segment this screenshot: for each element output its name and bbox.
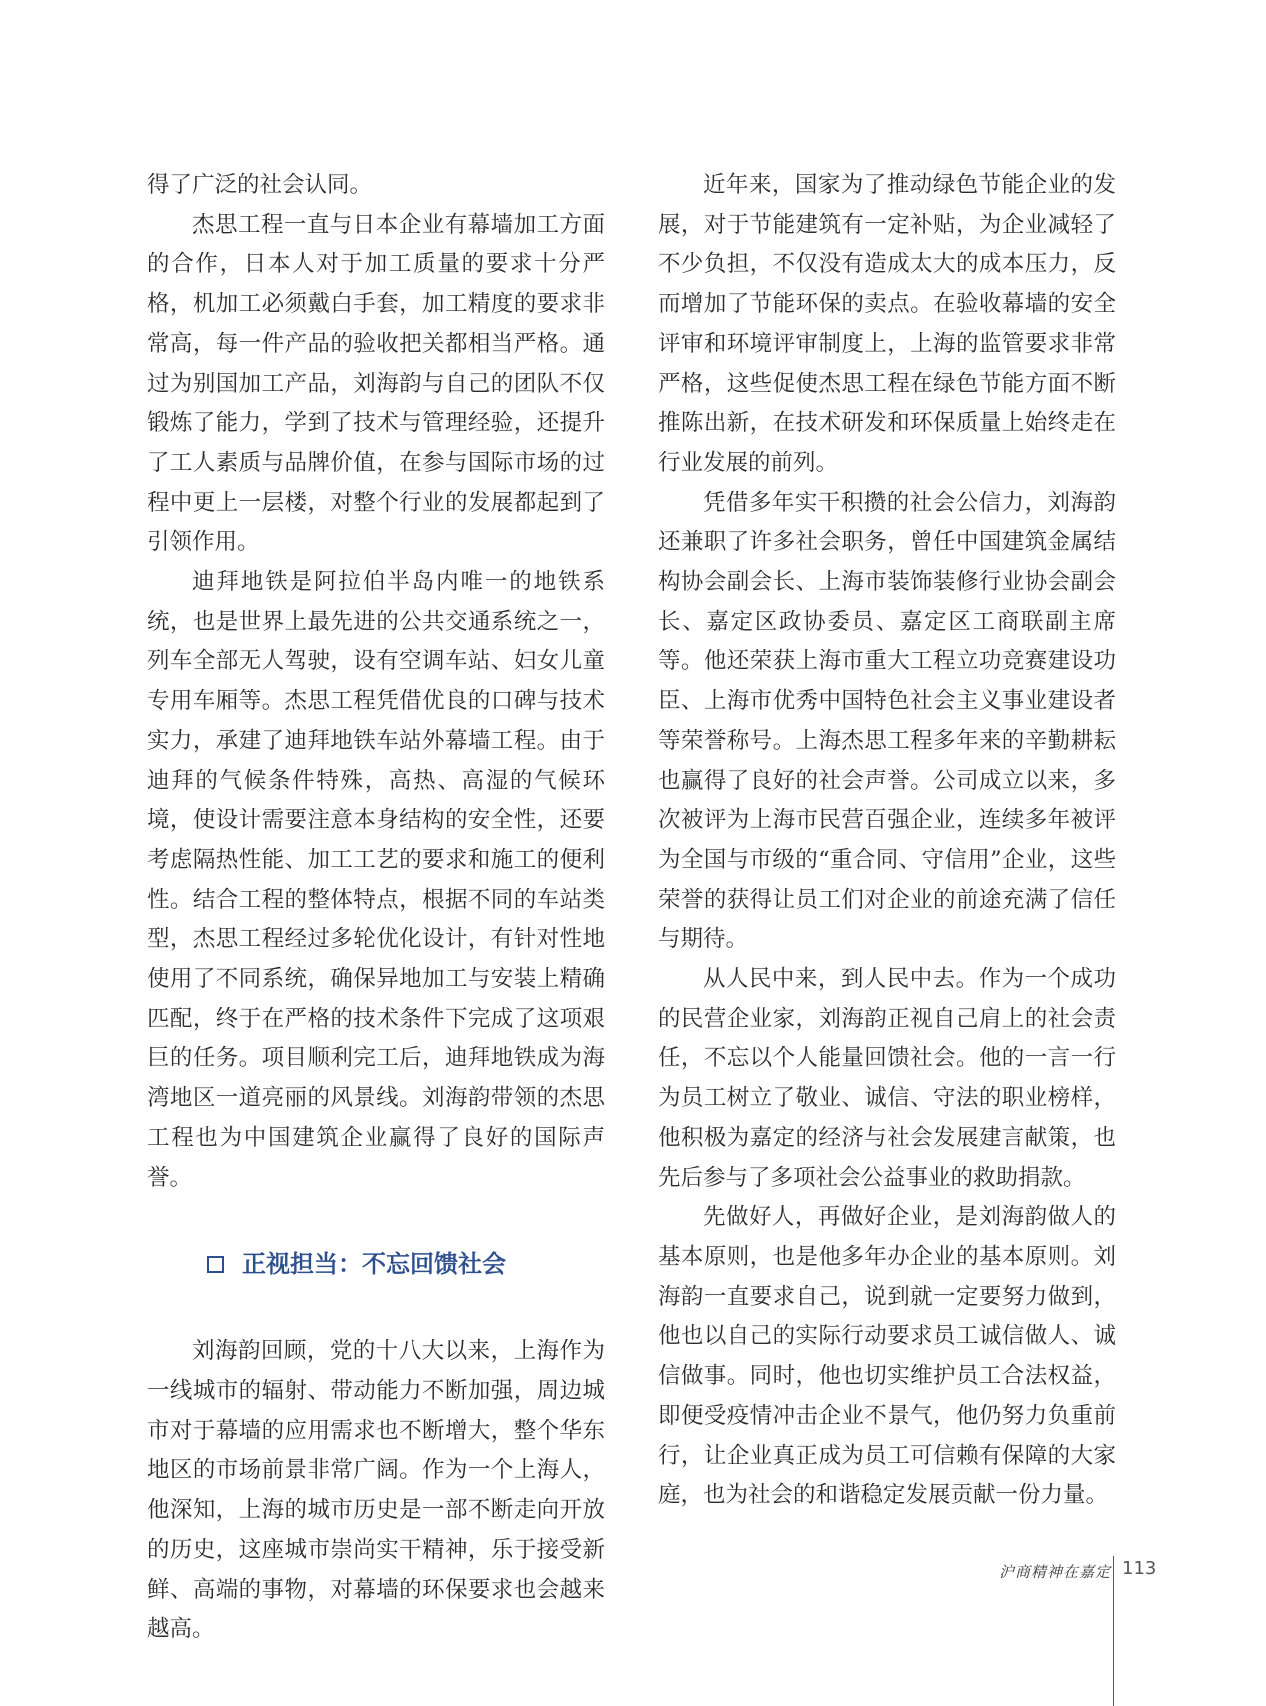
- section-heading: [207, 1244, 605, 1284]
- page-number: 113: [1122, 1558, 1157, 1579]
- paragraph: 从人民中来，到人民中去。作为一个成功的民营企业家，刘海韵正视自己肩上的社会责任，不忘以个人能量回馈社会。他的一言一行为员工树立了敬业、诚信、守法的职业榜样，他积极为嘉定的经济与社会发展建言献策，也先后参与了多项社会公益事业的救助捐款。: [658, 966, 1116, 1191]
- right-column: [658, 166, 1116, 1516]
- publication-title: 沪商精神在嘉定: [999, 1563, 1112, 1581]
- paragraph: 凭借多年实干积攒的社会公信力，刘海韵还兼职了许多社会职务，曾任中国建筑金属结构协会副会长、上海市装饰装修行业协会副会长、嘉定区政协委员、嘉定区工商联副主席等。他还荣获上海市重大工程立功竞赛建设功臣、上海市优秀中国特色社会主义事业建设者等荣誉称号。上海杰思工程多年来的辛勤耕耘也赢得了良好的社会声誉。公司成立以来，多次被评为上海市民营百强企业，连续多年被评为全国与市级的“重合同、守信用”企业，这些荣誉的获得让员工们对企业的前途充满了信任与期待。: [658, 489, 1116, 953]
- paragraph: 近年来，国家为了推动绿色节能企业的发展，对于节能建筑有一定补贴，为企业减轻了不少负担，不仅没有造成太大的成本压力，反而增加了节能环保的卖点。在验收幕墙的安全评审和环境评审制度上，上海的监管要求非常严格，这些促使杰思工程在绿色节能方面不断推陈出新，在技术研发和环保质量上始终走在行业发展的前列。: [658, 172, 1116, 476]
- section-heading-text: 正视担当：不忘回馈社会: [242, 1250, 506, 1279]
- paragraph: 刘海韵回顾，党的十八大以来，上海作为一线城市的辐射、带动能力不断加强，周边城市对于幕墙的应用需求也不断增大，整个华东地区的市场前景非常广阔。作为一个上海人，他深知，上海的城市历史是一部不断走向开放的历史，这座城市崇尚实干精神，乐于接受新鲜、高端的事物，对幕墙的环保要求也会越来越高。: [147, 1338, 605, 1643]
- paragraph: 先做好人，再做好企业，是刘海韵做人的基本原则，也是他多年办企业的基本原则。刘海韵一直要求自己，说到就一定要努力做到，他也以自己的实际行动要求员工诚信做人、诚信做事。同时，他也切实维护员工合法权益，即便受疫情冲击企业不景气，他仍努力负重前行，让企业真正成为员工可信赖有保障的大家庭，也为社会的和谐稳定发展贡献一份力量。: [658, 1204, 1116, 1509]
- footer-divider: [1113, 1556, 1114, 1706]
- paragraph: 杰思工程一直与日本企业有幕墙加工方面的合作，日本人对于加工质量的要求十分严格，机加工必须戴白手套，加工精度的要求非常高，每一件产品的验收把关都相当严格。通过为别国加工产品，刘海韵与自己的团队不仅锻炼了能力，学到了技术与管理经验，还提升了工人素质与品牌价值，在参与国际市场的过程中更上一层楼，对整个行业的发展都起到了引领作用。: [147, 211, 605, 556]
- paragraph: 得了广泛的社会认同。: [147, 172, 373, 198]
- square-outline-icon: [207, 1256, 224, 1273]
- left-column: [147, 166, 605, 1650]
- paragraph: 迪拜地铁是阿拉伯半岛内唯一的地铁系统，也是世界上最先进的公共交通系统之一，列车全部无人驾驶，设有空调车站、妇女儿童专用车厢等。杰思工程凭借优良的口碑与技术实力，承建了迪拜地铁车站外幕墙工程。由于迪拜的气候条件特殊，高热、高湿的气候环境，使设计需要注意本身结构的安全性，还要考虑隔热性能、加工工艺的要求和施工的便利性。结合工程的整体特点，根据不同的车站类型，杰思工程经过多轮优化设计，有针对性地使用了不同系统，确保异地加工与安装上精确匹配，终于在严格的技术条件下完成了这项艰巨的任务。项目顺利完工后，迪拜地铁成为海湾地区一道亮丽的风景线。刘海韵带领的杰思工程也为中国建筑企业赢得了良好的国际声誉。: [147, 569, 605, 1191]
